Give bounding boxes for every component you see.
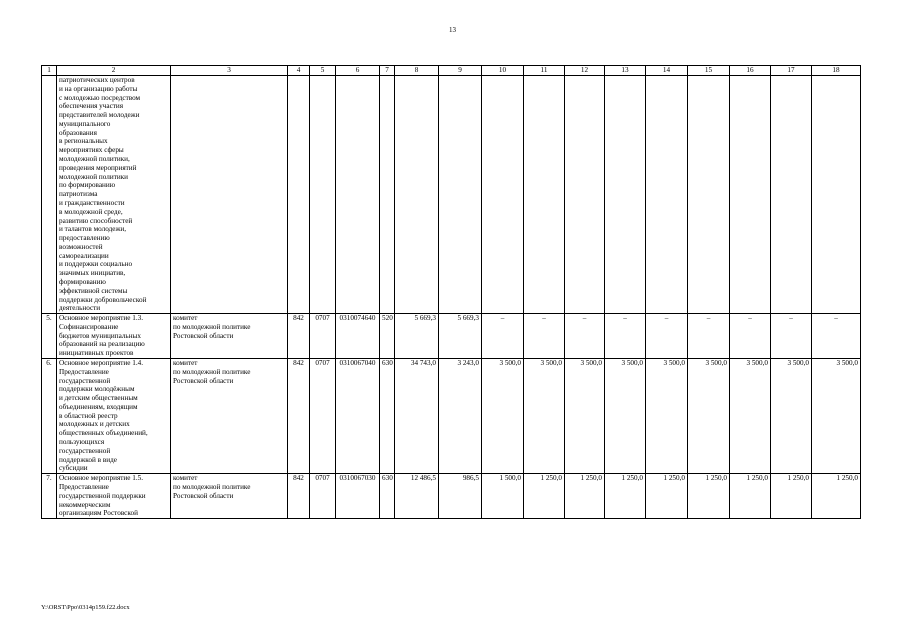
amount-year: 3 500,0 — [771, 359, 812, 474]
col-header: 5 — [310, 66, 336, 76]
section-code: 0707 — [310, 314, 336, 359]
col-header: 13 — [605, 66, 646, 76]
amount-year: – — [482, 314, 524, 359]
amount-year: 3 243,0 — [439, 359, 482, 474]
amount-year: 3 500,0 — [646, 359, 688, 474]
amount-year: – — [771, 314, 812, 359]
executor: комитет по молодежной политике Ростовской области — [171, 359, 288, 474]
amount-year: 1 250,0 — [688, 474, 730, 519]
measure-name: Основное мероприятие 1.5. Предоставление государственной поддержки некоммерческим организациям Ростовской — [57, 474, 171, 519]
col-header: 14 — [646, 66, 688, 76]
section-code: 0707 — [310, 474, 336, 519]
col-header: 4 — [288, 66, 310, 76]
amount-year: – — [565, 314, 605, 359]
expense-type: 630 — [380, 359, 395, 474]
expense-type: 630 — [380, 474, 395, 519]
amount-year: – — [812, 314, 861, 359]
amount-year: 3 500,0 — [524, 359, 565, 474]
col-header: 18 — [812, 66, 861, 76]
amount-year: 1 250,0 — [771, 474, 812, 519]
col-header: 3 — [171, 66, 288, 76]
page-number: 13 — [449, 26, 456, 34]
col-header: 15 — [688, 66, 730, 76]
measure-name: Основное мероприятие 1.3. Софинансирование бюджетов муниципальных образований на реализацию инициативных проектов — [57, 314, 171, 359]
amount-year: – — [688, 314, 730, 359]
grbs-code: 842 — [288, 314, 310, 359]
grbs-code: 842 — [288, 474, 310, 519]
amount-year: 1 250,0 — [605, 474, 646, 519]
amount-year: 3 500,0 — [565, 359, 605, 474]
amount-year: 1 250,0 — [730, 474, 771, 519]
amount-year: 3 500,0 — [688, 359, 730, 474]
amount-year: 1 250,0 — [524, 474, 565, 519]
col-header: 7 — [380, 66, 395, 76]
amount-year: 1 250,0 — [812, 474, 861, 519]
amount-year: – — [524, 314, 565, 359]
col-header: 17 — [771, 66, 812, 76]
expense-type: 520 — [380, 314, 395, 359]
measure-name: Основное мероприятие 1.4. Предоставление государственной поддержки молодёжным и детским общественным объединениям, входящим в областной реестр молодежных и детских общественных объединений, пользующихся государственной поддержкой в виде субсидии — [57, 359, 171, 474]
amount-year: 3 500,0 — [730, 359, 771, 474]
section-code: 0707 — [310, 359, 336, 474]
table-row — [42, 314, 861, 359]
col-header: 16 — [730, 66, 771, 76]
amount-year: 5 669,3 — [439, 314, 482, 359]
col-header: 11 — [524, 66, 565, 76]
target-article: 0310067040 — [336, 359, 380, 474]
measure-name: патриотических центров и на организацию работы с молодежью посредством обеспечения участия представителей молодежи муниципального образования в региональных мероприятиях сферы молодежной политики, проведения мероприятий молодежной политики по формированию патриотизма и гражданственности в молодежной среде, развитию способностей и талантов молодежи, предоставлению возможностей самореализации и поддержки социально значимых инициатив, формированию эффективной системы поддержки добровольческой деятельности — [57, 76, 171, 314]
executor: комитет по молодежной политике Ростовской области — [171, 474, 288, 519]
col-header: 2 — [57, 66, 171, 76]
col-header: 9 — [439, 66, 482, 76]
table-row — [42, 474, 861, 519]
grbs-code: 842 — [288, 359, 310, 474]
target-article: 0310067030 — [336, 474, 380, 519]
amount-year: – — [646, 314, 688, 359]
amount-year: 986,5 — [439, 474, 482, 519]
row-number: 7. — [42, 474, 57, 519]
target-article: 0310074640 — [336, 314, 380, 359]
amount-total: 34 743,0 — [395, 359, 439, 474]
amount-year: 3 500,0 — [812, 359, 861, 474]
col-header: 12 — [565, 66, 605, 76]
header-row — [42, 66, 861, 76]
amount-year: 1 250,0 — [646, 474, 688, 519]
row-number: 5. — [42, 314, 57, 359]
row-number: 6. — [42, 359, 57, 474]
table-row — [42, 359, 861, 474]
amount-year: 3 500,0 — [482, 359, 524, 474]
amount-total: 5 669,3 — [395, 314, 439, 359]
col-header: 8 — [395, 66, 439, 76]
executor: комитет по молодежной политике Ростовской области — [171, 314, 288, 359]
amount-year: 1 500,0 — [482, 474, 524, 519]
amount-total: 12 486,5 — [395, 474, 439, 519]
amount-year: – — [730, 314, 771, 359]
col-header: 10 — [482, 66, 524, 76]
col-header: 6 — [336, 66, 380, 76]
program-table — [41, 65, 861, 519]
amount-year: – — [605, 314, 646, 359]
col-header: 1 — [42, 66, 57, 76]
amount-year: 1 250,0 — [565, 474, 605, 519]
footer-file-path: Y:\ORST\Ppo\0314p159.f22.docx — [41, 604, 130, 611]
amount-year: 3 500,0 — [605, 359, 646, 474]
table-row-continuation — [42, 76, 861, 314]
